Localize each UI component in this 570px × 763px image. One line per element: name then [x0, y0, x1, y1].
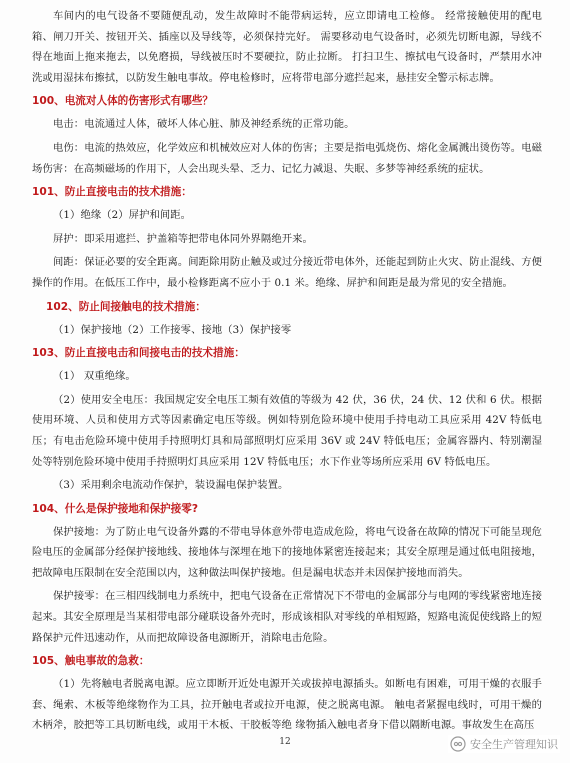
paragraph-103-rcd: （3）采用剩余电流动作保护，装设漏电保护装置。: [53, 479, 289, 492]
paragraph-100-electric-injury: 电伤：电流的热效应，化学效应和机械效应对人体的伤害；主要是指电弧烧伤、熔化金属溅出烫伤等。电磁场伤害：在高频磁场的作用下，人会出现头晕、乏力、记忆力减退、失眠、多梦等神经系统的症状。: [32, 141, 542, 175]
paragraph-intro: 车间内的电气设备不要随便乱动，发生故障时不能带病运转，应立即请电工检修。 经常接触使用的配电箱、闸刀开关、按钮开关、插座以及导线等，必须保持完好。 需要移动电气设备时，必须先切断电源，导线不得在地面上拖来拖去，以免磨损，导线被压时不要硬拉，防止拉断。 打扫卫生、擦拭电气设备时，严禁用水冲洗或用湿抹布擦拭，以防发生触电事故。停电检修时，应将带电部分遮拦起来，悬挂安全警示标志牌。: [32, 10, 542, 84]
paragraph-104-neutral: 保护接零：在三相四线制电力系统中，把电气设备在正常情况下不带电的金属部分与电网的零线紧密地连接起来。其安全原理是当某相带电部分碰联设备外壳时，形成该相队对零线的单相短路，短路电流促使线路上的短路保护元件迅速动作，从而把故障设备电源断开，消除电击危险。: [32, 590, 542, 644]
watermark: [448, 735, 560, 753]
heading-100: 100、电流对人体的伤害形式有哪些？: [32, 95, 214, 108]
heading-105: 105、触电事故的急救：: [32, 655, 150, 668]
heading-102: 102、防止间接触电的技术措施：: [46, 300, 206, 313]
paragraph-101-shielding: 屏护：即采用遮拦、护盖箱等把带电体同外界隔绝开来。: [53, 232, 313, 245]
page-number: 12: [279, 737, 291, 747]
paragraph-104-grounding: 保护接地：为了防止电气设备外露的不带电导体意外带电造成危险，将电气设备在故障的情况下可能呈现危险电压的金属部分经保护接地线、接地体与深埋在地下的接地体紧密连接起来；其安全原理是通过低电阻接地，把故障电压限制在安全范围以内，这种做法叫保护接地。但是漏电状态并未因保护接地而消失。: [32, 525, 542, 579]
paragraph-101-measures: （1）绝缘（2）屏护和间距。: [53, 209, 192, 222]
paragraph-105-first-aid: （1）先将触电者脱离电源。应立即断开近处电源开关或拔掉电源插头。如断电有困难，可用干燥的衣服手套、绳索、木板等绝缘物作为工具，拉开触电者或拉开电源，使之脱离电源。 触电者紧握电线时，可用干燥的木柄斧，胶把等工具切断电线，或用干木板、干胶板等绝 缘物插入触电者身下借以隔断电源。事故发生在高压: [32, 678, 542, 732]
paragraph-101-spacing: 间距：保证必要的安全距离。间距除用防止触及或过分接近带电体外，还能起到防止火灾、防止混线、方便操作的作用。在低压工作中，最小检修距离不应小于 0.1 米。绝缘、屏护和间距是最为常见的安全措施。: [32, 256, 542, 289]
paragraph-100-electric-shock: 电击：电流通过人体，破坏人体心脏、肺及神经系统的正常功能。: [53, 118, 355, 131]
watermark-text: 安全生产管理知识: [470, 738, 558, 751]
heading-104: 104、什么是保护接地和保护接零?: [32, 502, 198, 515]
wechat-official-account-icon: [450, 736, 466, 752]
paragraph-102-measures: （1）保护接地（2）工作接零、接地（3）保护接零: [53, 323, 292, 336]
heading-101: 101、防止直接电击的技术措施：: [32, 186, 192, 199]
document-body: [32, 6, 542, 739]
paragraph-103-safe-voltage: （2）使用安全电压：我国规定安全电压工频有效值的等级为 42 伏，36 伏，24 伏、12 伏和 6 伏。根据使用环境、人员和使用方式等因素确定电压等级。例如特别危险环境中使用手持电动工具应采用 42V 特低电压；有电击危险环境中使用手持照明灯具和局部照明灯应采用 36V 或 24V 特低电压；金属容器内、特别潮湿处等特别危险环境中使用手持照明灯具应采用 12V 特低电压；水下作业等场所应采用 6V 特低电压。: [32, 393, 542, 468]
paragraph-103-double-insulation: （1） 双重绝缘。: [53, 370, 136, 383]
heading-103: 103、防止直接电击和间接电击的技术措施：: [32, 347, 245, 360]
